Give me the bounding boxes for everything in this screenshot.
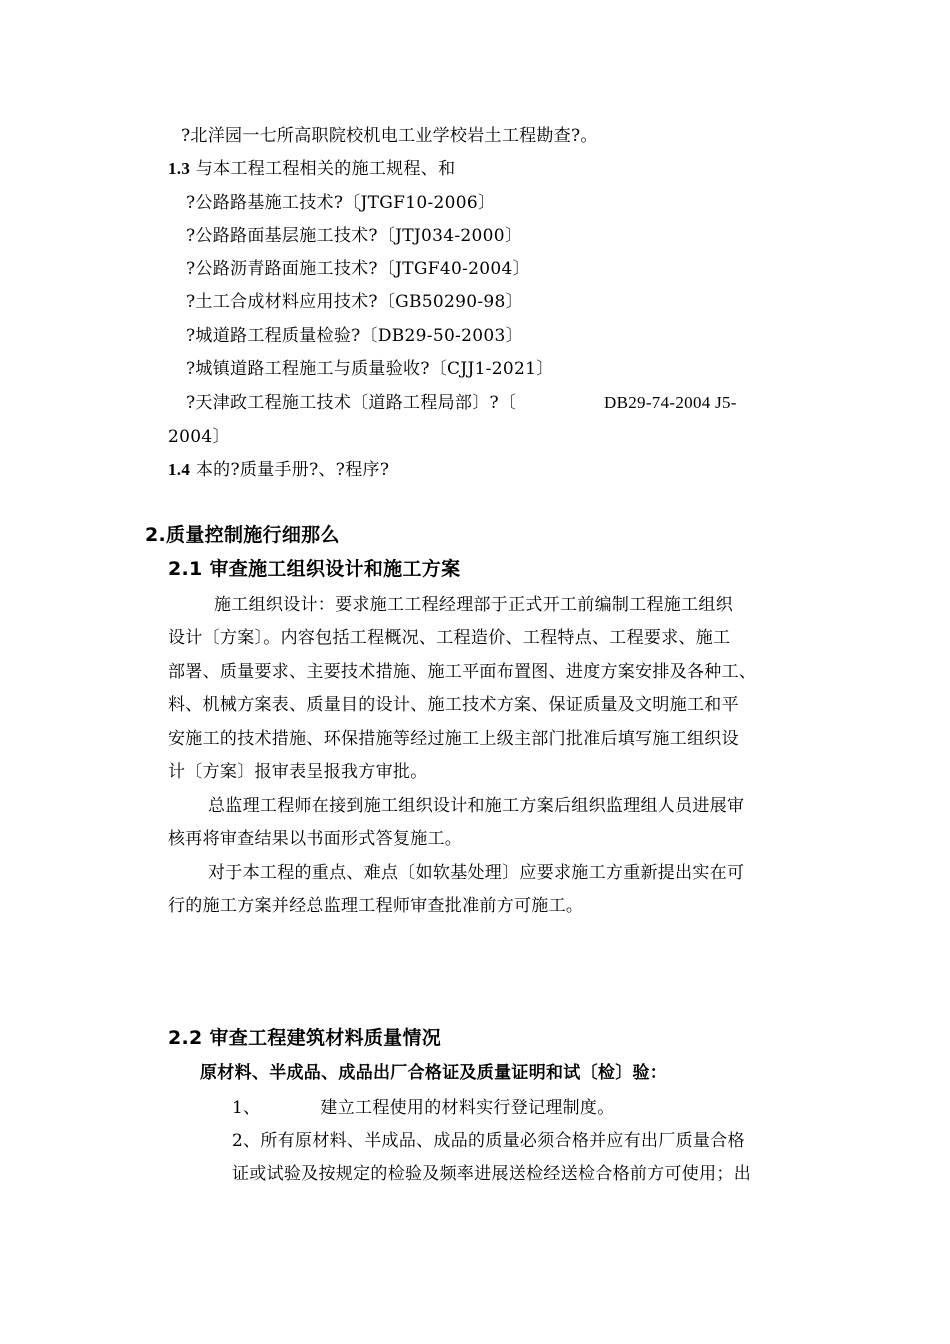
standard-item: ?公路路基施工技术?〔JTGF10-2006〕 bbox=[186, 193, 496, 213]
standard-item: ?公路沥青路面施工技术?〔JTGF40-2004〕 bbox=[186, 259, 530, 279]
standard-item-tianjin-cont: 2004〕 bbox=[168, 427, 230, 447]
reference-line: ?北洋园一七所高职院校机电工业学校岩土工程勘查?。 bbox=[181, 126, 598, 146]
section-number: 1.3 bbox=[168, 159, 191, 178]
section-2-title: 2.质量控制施行细那么 bbox=[145, 524, 340, 546]
standard-code-tianjin: DB29-74-2004 J5- bbox=[604, 393, 737, 412]
section-number: 1.4 bbox=[168, 460, 191, 479]
standard-item: ?城道路工程质量检验?〔DB29-50-2003〕 bbox=[186, 326, 523, 346]
standard-item: ?公路路面基层施工技术?〔JTJ034-2000〕 bbox=[186, 226, 523, 246]
section-1-4-heading bbox=[168, 459, 389, 481]
paragraph-line: 施工组织设计：要求施工工程经理部于正式开工前编制工程施工组织 bbox=[214, 595, 733, 615]
paragraph-line: 核再将审查结果以书面形式答复施工。 bbox=[168, 829, 463, 849]
paragraph-line: 行的施工方案并经总监理工程师审查批准前方可施工。 bbox=[168, 896, 584, 916]
section-2-2-title: 2.2 审查工程建筑材料质量情况 bbox=[168, 1027, 442, 1049]
list-item-1 bbox=[232, 1097, 615, 1119]
section-text: 与本工程工程相关的施工规程、和 bbox=[195, 159, 456, 179]
paragraph-line: 总监理工程师在接到施工组织设计和施工方案后组织监理组人员进展审 bbox=[208, 796, 745, 816]
paragraph-line: 部署、质量要求、主要技术措施、施工平面布置图、进度方案安排及各种工、 bbox=[168, 662, 757, 682]
section-text: 本的?质量手册?、?程序? bbox=[195, 460, 390, 480]
paragraph-line: 安施工的技术措施、环保措施等经过施工上级主部门批准后填写施工组织设 bbox=[168, 729, 739, 749]
list-text: 建立工程使用的材料实行登记理制度。 bbox=[320, 1098, 615, 1118]
list-item-2: 2、所有原材料、半成品、成品的质量必须合格并应有出厂质量合格 bbox=[232, 1131, 745, 1151]
paragraph-line: 对于本工程的重点、难点〔如软基处理〕应要求施工方重新提出实在可 bbox=[208, 863, 745, 883]
subsection-heading: 原材料、半成品、成品出厂合格证及质量证明和试〔检〕验： bbox=[200, 1063, 668, 1083]
list-number: 1、 bbox=[232, 1098, 261, 1118]
paragraph-line: 料、机械方案表、质量目的设计、施工技术方案、保证质量及文明施工和平 bbox=[168, 695, 739, 715]
standard-item-tianjin: ?天津政工程施工技术〔道路工程局部〕?〔 bbox=[186, 393, 517, 413]
section-1-3-heading bbox=[168, 158, 455, 180]
paragraph-line: 计〔方案〕报审表呈报我方审批。 bbox=[168, 762, 428, 782]
paragraph-line: 设计〔方案〕。内容包括工程概况、工程造价、工程特点、工程要求、施工 bbox=[168, 628, 731, 648]
standard-item: ?土工合成材料应用技术?〔GB50290-98〕 bbox=[186, 292, 523, 312]
standard-item: ?城镇道路工程施工与质量验收?〔CJJ1-2021〕 bbox=[186, 359, 554, 379]
list-item-2-cont: 证或试验及按规定的检验及频率进展送检经送检合格前方可使用；出 bbox=[232, 1164, 751, 1184]
section-2-1-title: 2.1 审查施工组织设计和施工方案 bbox=[168, 558, 461, 580]
